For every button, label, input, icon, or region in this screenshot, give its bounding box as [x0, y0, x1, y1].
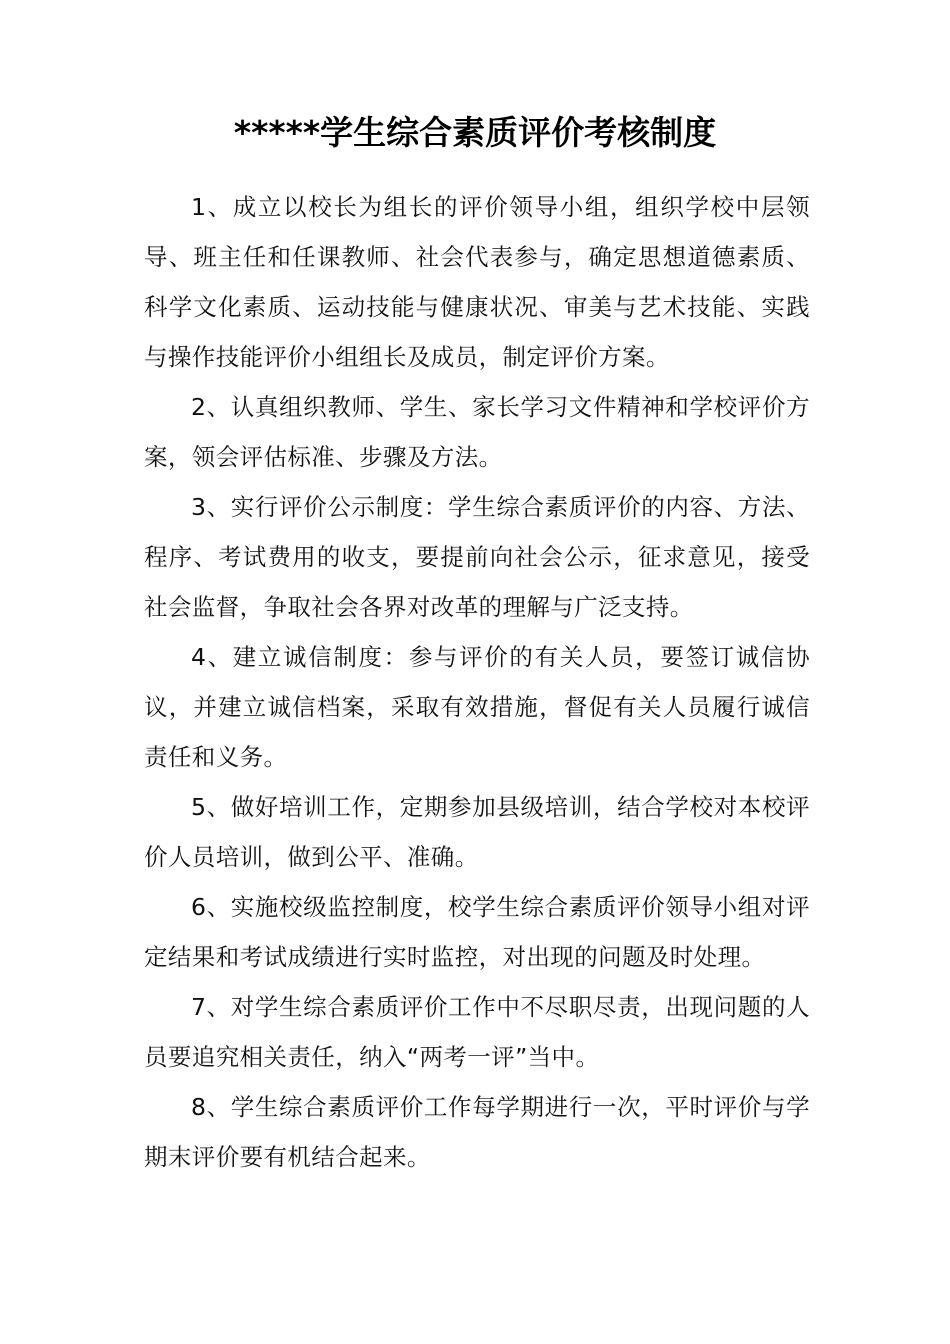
- document-body: [144, 182, 810, 1182]
- paragraph-5: 5、做好培训工作，定期参加县级培训，结合学校对本校评价人员培训，做到公平、准确。: [144, 793, 810, 871]
- document-title: *****学生综合素质评价考核制度: [233, 113, 717, 152]
- paragraph-1: 1、成立以校长为组长的评价领导小组，组织学校中层领导、班主任和任课教师、社会代表参与，确定思想道德素质、科学文化素质、运动技能与健康状况、审美与艺术技能、实践与操作技能评价小组组长及成员，制定评价方案。: [144, 193, 810, 371]
- paragraph-3: 3、实行评价公示制度：学生综合素质评价的内容、方法、程序、考试费用的收支，要提前向社会公示，征求意见，接受社会监督，争取社会各界对改革的理解与广泛支持。: [144, 493, 810, 621]
- paragraph-4: 4、建立诚信制度：参与评价的有关人员，要签订诚信协议，并建立诚信档案，采取有效措施，督促有关人员履行诚信责任和义务。: [144, 643, 810, 771]
- paragraph-2: 2、认真组织教师、学生、家长学习文件精神和学校评价方案，领会评估标准、步骤及方法。: [144, 393, 810, 471]
- paragraph-7: 7、对学生综合素质评价工作中不尽职尽责，出现问题的人员要追究相关责任，纳入“两考一评”当中。: [144, 993, 810, 1071]
- paragraph-8: 8、学生综合素质评价工作每学期进行一次，平时评价与学期末评价要有机结合起来。: [144, 1093, 810, 1171]
- paragraph-6: 6、实施校级监控制度，校学生综合素质评价领导小组对评定结果和考试成绩进行实时监控，对出现的问题及时处理。: [144, 893, 810, 971]
